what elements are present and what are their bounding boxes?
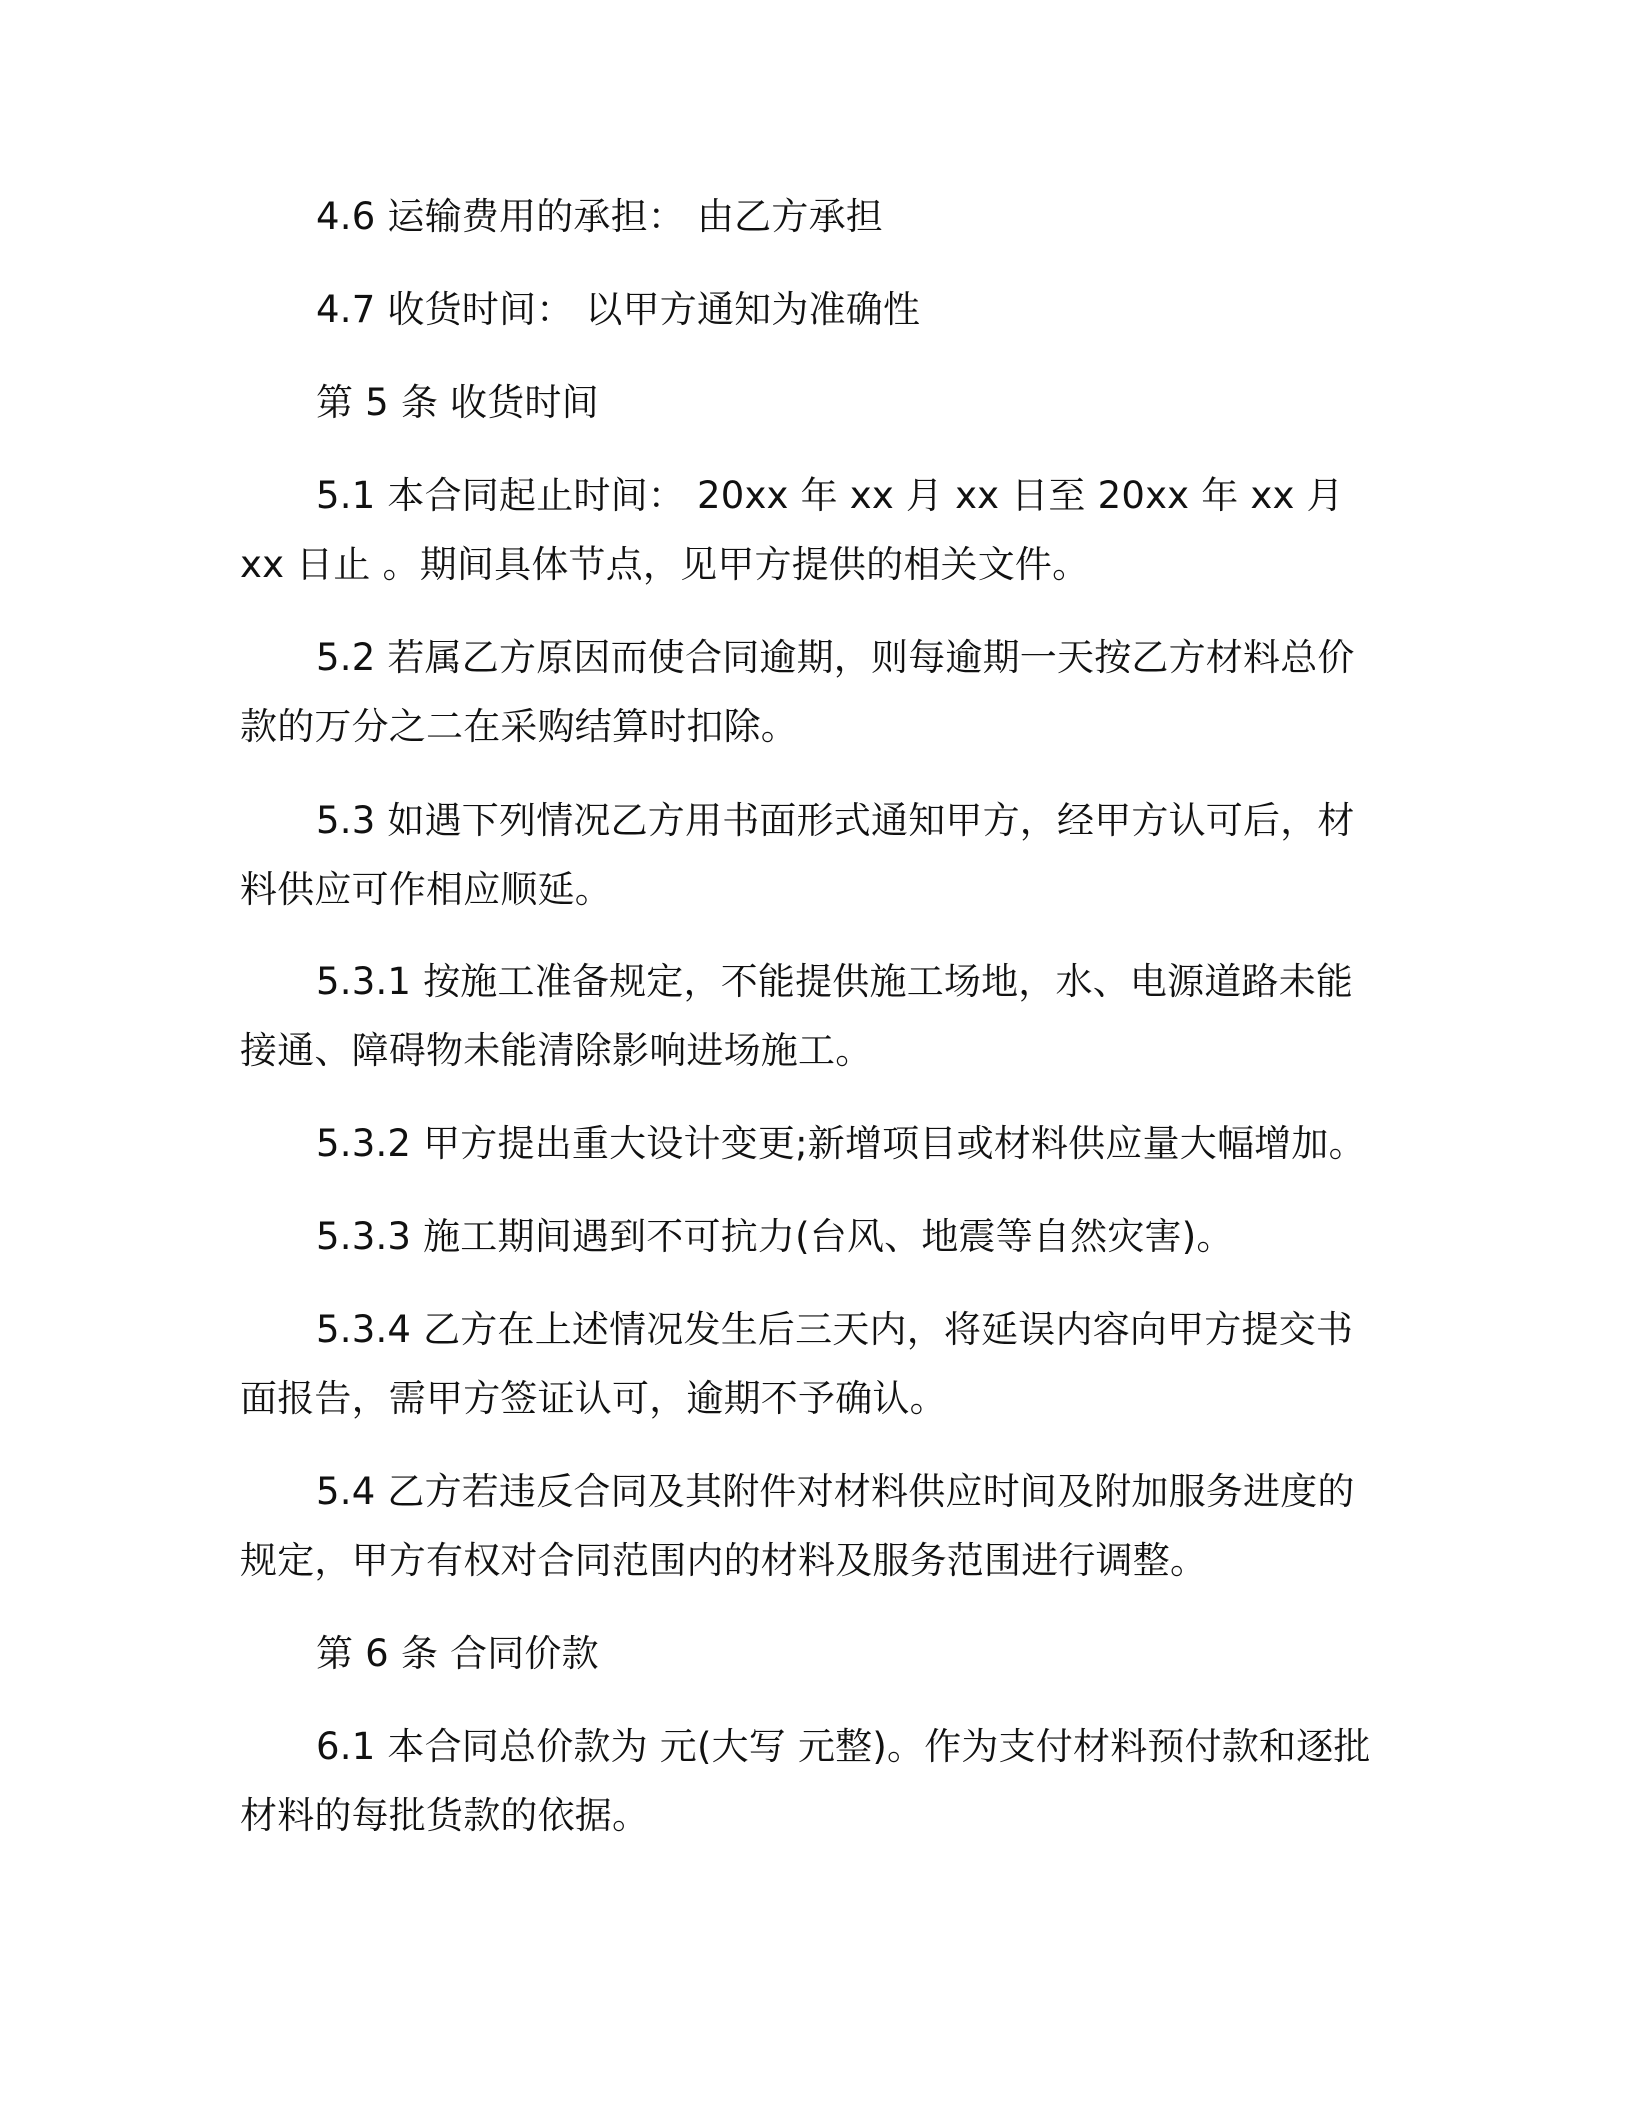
paragraph-4-6: 4.6 运输费用的承担： 由乙方承担 — [316, 195, 883, 238]
paragraph-5-3-4: 5.3.4 乙方在上述情况发生后三天内，将延误内容向甲方提交书面报告，需甲方签证认可，逾期不予确认。 — [240, 1308, 1354, 1420]
paragraph-5-3: 5.3 如遇下列情况乙方用书面形式通知甲方，经甲方认可后，材料供应可作相应顺延。 — [240, 799, 1355, 911]
paragraph-5-3-3: 5.3.3 施工期间遇到不可抗力(台风、地震等自然灾害)。 — [316, 1215, 1234, 1258]
paragraph-6-1: 6.1 本合同总价款为 元(大写 元整)。作为支付材料预付款和逐批材料的每批货款的依据。 — [240, 1725, 1371, 1837]
paragraph-5-3-1: 5.3.1 按施工准备规定，不能提供施工场地，水、电源道路未能接通、障碍物未能清除影响进场施工。 — [240, 960, 1354, 1072]
paragraph-5-3-2: 5.3.2 甲方提出重大设计变更;新增项目或材料供应量大幅增加。 — [316, 1122, 1366, 1165]
paragraph-5-4: 5.4 乙方若违反合同及其附件对材料供应时间及附加服务进度的规定，甲方有权对合同范围内的材料及服务范围进行调整。 — [240, 1470, 1355, 1582]
section-heading-6: 第 6 条 合同价款 — [316, 1632, 599, 1675]
paragraph-4-7: 4.7 收货时间： 以甲方通知为准确性 — [316, 288, 921, 331]
paragraph-5-2: 5.2 若属乙方原因而使合同逾期，则每逾期一天按乙方材料总价款的万分之二在采购结算时扣除。 — [240, 636, 1355, 748]
section-heading-5: 第 5 条 收货时间 — [316, 381, 599, 424]
paragraph-5-1: 5.1 本合同起止时间： 20xx 年 xx 月 xx 日至 20xx 年 xx 月 xx 日止 。期间具体节点，见甲方提供的相关文件。 — [240, 474, 1344, 586]
